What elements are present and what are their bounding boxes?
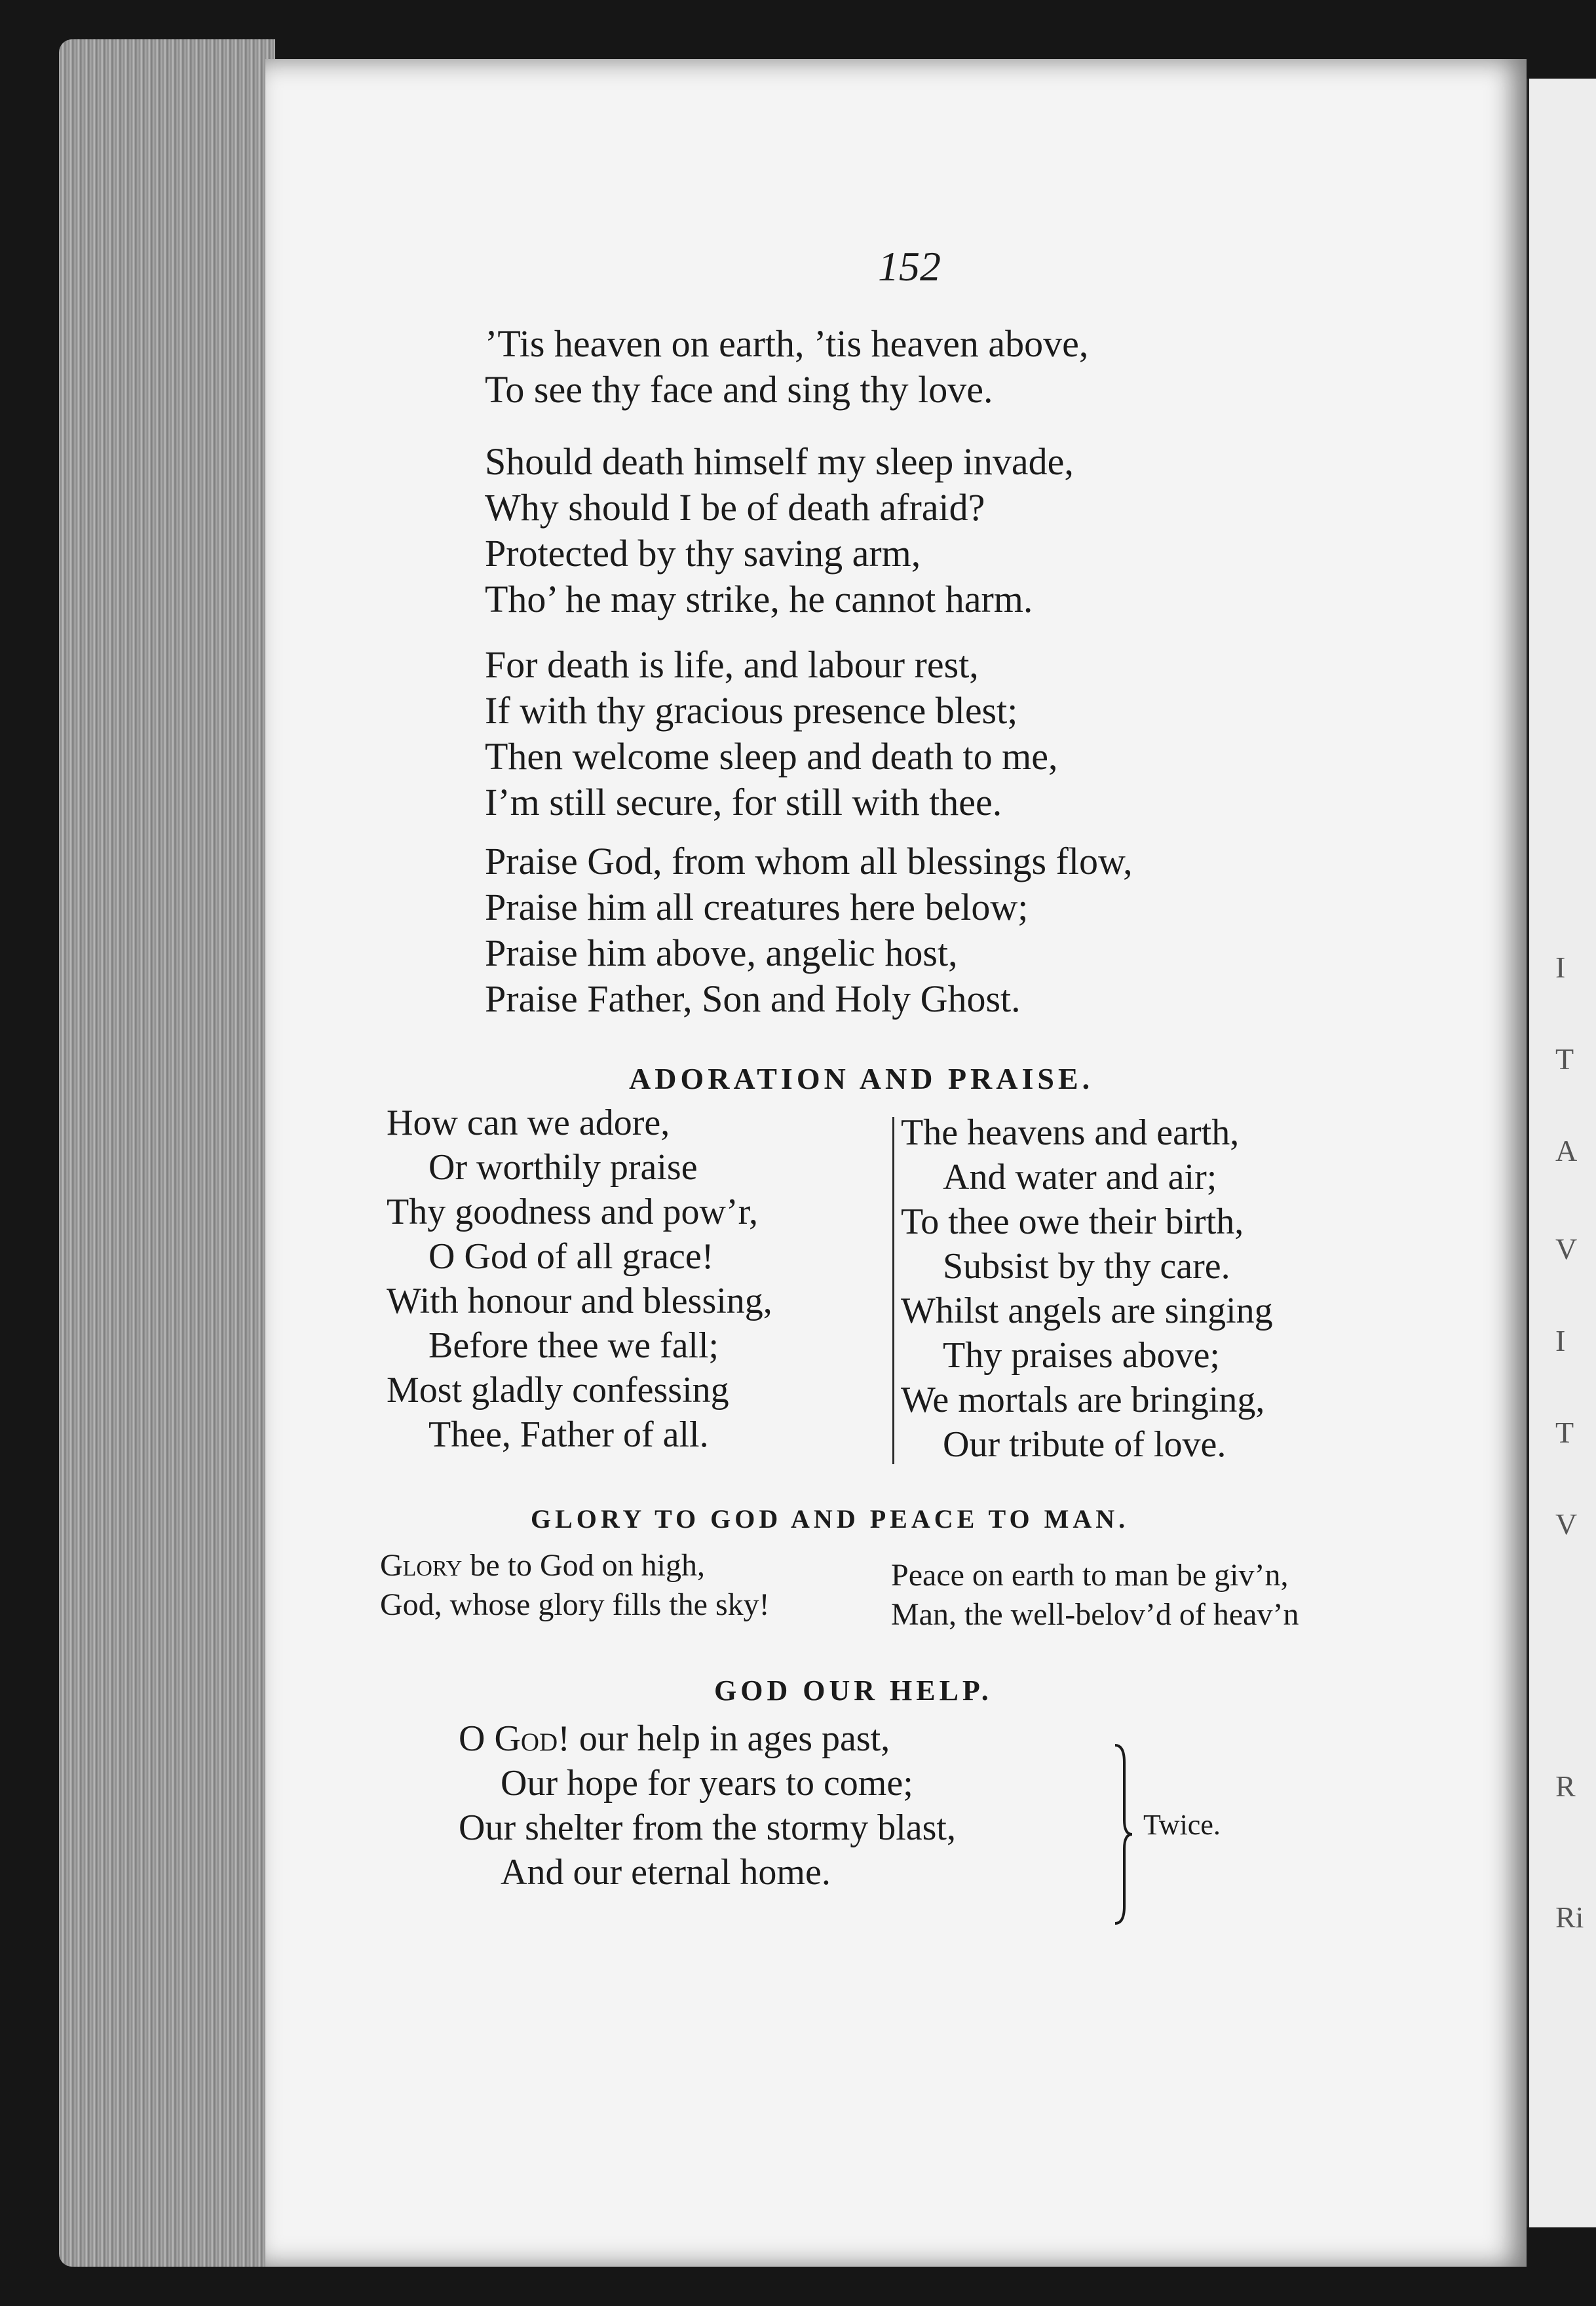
verse-text: be to God on high, [462, 1548, 705, 1583]
verse-line: And our eternal home. [501, 1852, 831, 1893]
hymn-stanza [485, 321, 1088, 413]
verse-line: Praise God, from whom all blessings flow, [485, 840, 1133, 882]
hymn-heading: GLORY TO GOD AND PEACE TO MAN. [531, 1504, 1130, 1534]
verse-line: If with thy gracious presence blest; [485, 689, 1018, 732]
drop-word: Glory [380, 1548, 463, 1583]
verse-line: Most gladly confessing [387, 1370, 729, 1410]
verse-line: Should death himself my sleep invade, [485, 440, 1074, 483]
verse-line: We mortals are bringing, [901, 1380, 1265, 1420]
verse-line [380, 1546, 770, 1585]
verse-line: Thy goodness and pow’r, [387, 1192, 758, 1232]
edge-fragment: A [1555, 1134, 1578, 1167]
verse-line: Peace on earth to man be giv’n, [891, 1558, 1289, 1593]
hymn-left-column [387, 1101, 772, 1457]
verse-line: Subsist by thy care. [943, 1246, 1230, 1287]
glory-left-column [380, 1546, 770, 1625]
edge-fragment: R [1555, 1769, 1576, 1803]
hymn-heading: GOD OUR HELP. [714, 1674, 993, 1707]
verse-text: ! our help in ages past, [558, 1718, 890, 1759]
verse-line: Our tribute of love. [943, 1424, 1226, 1465]
edge-fragment: T [1555, 1042, 1574, 1076]
verse-line: I’m still secure, for still with thee. [485, 781, 1002, 823]
verse-text: God [494, 1718, 558, 1759]
verse-line: Why should I be of death afraid? [485, 486, 985, 529]
edge-fragment: V [1555, 1507, 1578, 1541]
repeat-brace [1114, 1743, 1133, 1926]
hymn-stanza [459, 1716, 956, 1895]
verse-line: To thee owe their birth, [901, 1201, 1244, 1242]
verse-line: God, whose glory fills the sky! [380, 1587, 770, 1622]
verse-line: Or worthily praise [428, 1147, 698, 1188]
next-page-edge [1527, 79, 1596, 2227]
verse-line: Praise Father, Son and Holy Ghost. [485, 977, 1021, 1020]
verse-line: Praise him all creatures here below; [485, 886, 1029, 928]
verse-line [459, 1716, 956, 1761]
verse-line: Praise him above, angelic host, [485, 932, 958, 974]
edge-fragment: Ri [1555, 1900, 1584, 1934]
verse-line: With honour and blessing, [387, 1281, 772, 1321]
edge-fragment: V [1555, 1232, 1578, 1266]
verse-line: Our shelter from the stormy blast, [459, 1807, 956, 1848]
verse-line: Thy praises above; [943, 1335, 1220, 1376]
hymn-stanza [485, 642, 1058, 825]
verse-line: To see thy face and sing thy love. [485, 368, 993, 411]
edge-fragment: I [1555, 1324, 1566, 1357]
column-divider [892, 1117, 894, 1464]
verse-line: The heavens and earth, [901, 1112, 1240, 1153]
edge-fragment: T [1555, 1416, 1574, 1449]
hymn-right-column [901, 1110, 1273, 1467]
verse-line: Tho’ he may strike, he cannot harm. [485, 578, 1033, 620]
hymn-stanza [485, 439, 1074, 622]
verse-line: Before thee we fall; [428, 1325, 719, 1366]
verse-text: O [459, 1718, 495, 1759]
page-edges [59, 39, 275, 2267]
verse-line: Protected by thy saving arm, [485, 532, 921, 575]
hymn-stanza [485, 839, 1133, 1022]
verse-line: Our hope for years to come; [501, 1763, 913, 1804]
verse-line: And water and air; [943, 1157, 1217, 1198]
verse-line: Man, the well-belov’d of heav’n [891, 1597, 1299, 1632]
edge-fragment: I [1555, 951, 1566, 984]
verse-line: ’Tis heaven on earth, ’tis heaven above, [485, 322, 1089, 365]
verse-line: Then welcome sleep and death to me, [485, 735, 1058, 778]
verse-line: Thee, Father of all. [428, 1414, 709, 1455]
glory-right-column [891, 1556, 1299, 1635]
repeat-mark: Twice. [1143, 1809, 1221, 1841]
verse-line: For death is life, and labour rest, [485, 643, 979, 686]
verse-line: Whilst angels are singing [901, 1291, 1273, 1331]
verse-line: O God of all grace! [428, 1236, 714, 1277]
hymn-heading: ADORATION AND PRAISE. [629, 1062, 1094, 1095]
verse-line: How can we adore, [387, 1103, 670, 1143]
page-number: 152 [878, 243, 941, 290]
